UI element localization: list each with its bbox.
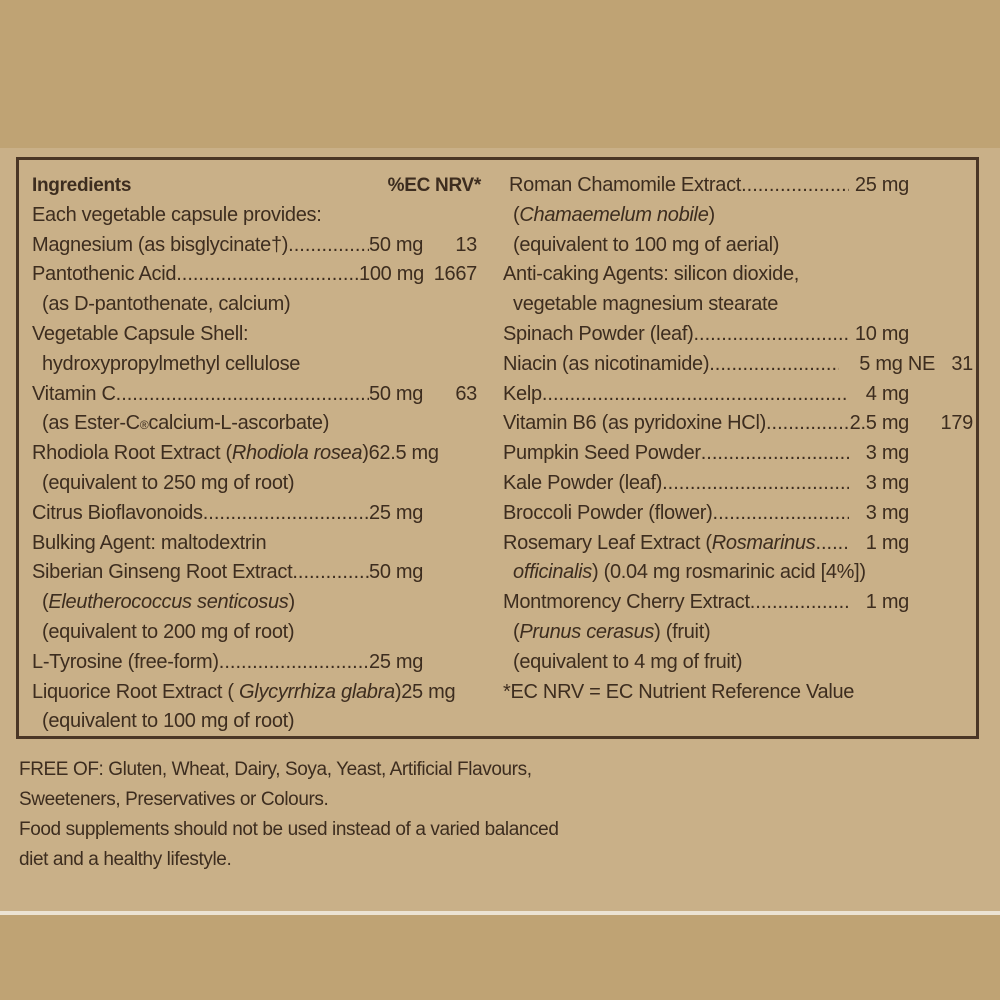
ingredient-row: Magnesium (as bisglycinate†) ..... 50 mg 13 bbox=[32, 231, 477, 261]
ingredient-row: Anti-caking Agents: silicon dioxide, bbox=[503, 263, 800, 286]
ingredient-row: Vitamin C ..... 50 mg 63 bbox=[32, 380, 477, 410]
ingredient-row: Kelp ..... 4 mg bbox=[503, 380, 973, 410]
ingredient-row: Kale Powder (leaf) ..... 3 mg bbox=[503, 469, 973, 499]
ingredient-sub: (equivalent to 200 mg of root) bbox=[42, 620, 295, 643]
advisory-line: diet and a healthy lifestyle. bbox=[19, 849, 232, 870]
ingredient-row: Pantothenic Acid ..... 100 mg 1667 bbox=[32, 260, 477, 290]
ingredient-sub: hydroxypropylmethyl cellulose bbox=[42, 352, 301, 375]
ingredient-row: Niacin (as nicotinamide) ..... 5 mg NE 31 bbox=[503, 350, 973, 380]
ingredient-sub: (as Ester-C ® calcium-L-ascorbate) bbox=[42, 412, 330, 435]
ingredient-row: Rhodiola Root Extract (Rhodiola rosea) 62.5 mg bbox=[32, 442, 439, 465]
ingredient-row: Vegetable Capsule Shell: bbox=[32, 322, 249, 345]
nrv-header: %EC NRV* bbox=[387, 175, 481, 196]
ingredient-row: Pumpkin Seed Powder ..... 3 mg bbox=[503, 439, 973, 469]
top-band bbox=[0, 0, 1000, 148]
ingredient-row: Bulking Agent: maltodextrin bbox=[32, 531, 267, 554]
intro-text: Each vegetable capsule provides: bbox=[32, 203, 322, 226]
ingredient-row: Rosemary Leaf Extract (Rosmarinus ..... 1 mg bbox=[503, 529, 973, 559]
ingredient-row: Citrus Bioflavonoids ..... 25 mg bbox=[32, 499, 477, 529]
ingredients-right-column bbox=[503, 171, 973, 707]
ingredient-row: Roman Chamomile Extract ..... 25 mg bbox=[503, 171, 973, 201]
ingredient-sub: (equivalent to 4 mg of fruit) bbox=[513, 650, 743, 673]
ingredient-row: Siberian Ginseng Root Extract ..... 50 mg bbox=[32, 558, 477, 588]
free-of-line: Sweeteners, Preservatives or Colours. bbox=[19, 789, 329, 810]
ingredients-header bbox=[32, 171, 481, 201]
ingredient-row: Montmorency Cherry Extract ..... 1 mg bbox=[503, 588, 973, 618]
ingredient-sub: (as D-pantothenate, calcium) bbox=[42, 293, 291, 316]
nrv-footnote: *EC NRV = EC Nutrient Reference Value bbox=[503, 680, 855, 703]
ingredients-title: Ingredients bbox=[32, 175, 132, 196]
advisory-line: Food supplements should not be used instead of a varied balanced bbox=[19, 819, 559, 840]
ingredient-sub: vegetable magnesium stearate bbox=[513, 293, 779, 316]
ingredient-row: Broccoli Powder (flower) ..... 3 mg bbox=[503, 499, 973, 529]
ingredient-sub: ( Prunus cerasus ) (fruit) bbox=[513, 620, 711, 643]
ingredient-sub: ( Chamaemelum nobile ) bbox=[513, 203, 715, 226]
bottom-band bbox=[0, 915, 1000, 1000]
footer-notes bbox=[19, 755, 579, 875]
ingredient-row: L-Tyrosine (free-form) ..... 25 mg bbox=[32, 648, 477, 678]
ingredient-sub: (equivalent to 100 mg of aerial) bbox=[513, 233, 780, 256]
ingredient-row: Liquorice Root Extract ( Glycyrrhiza glabra) 25 mg bbox=[32, 680, 456, 703]
ingredient-sub: (equivalent to 100 mg of root) bbox=[42, 710, 295, 733]
ingredient-row: Spinach Powder (leaf) ..... 10 mg bbox=[503, 320, 973, 350]
ingredients-left-column bbox=[32, 171, 481, 737]
ingredient-sub: (equivalent to 250 mg of root) bbox=[42, 471, 295, 494]
ingredient-sub: officinalis ) (0.04 mg rosmarinic acid [4%]) bbox=[513, 561, 866, 584]
free-of-line: FREE OF: Gluten, Wheat, Dairy, Soya, Yeast, Artificial Flavours, bbox=[19, 759, 532, 780]
ingredient-sub: ( Eleutherococcus senticosus ) bbox=[42, 591, 295, 614]
ingredient-row: Vitamin B6 (as pyridoxine HCl) ..... 2.5 mg 179 bbox=[503, 409, 973, 439]
